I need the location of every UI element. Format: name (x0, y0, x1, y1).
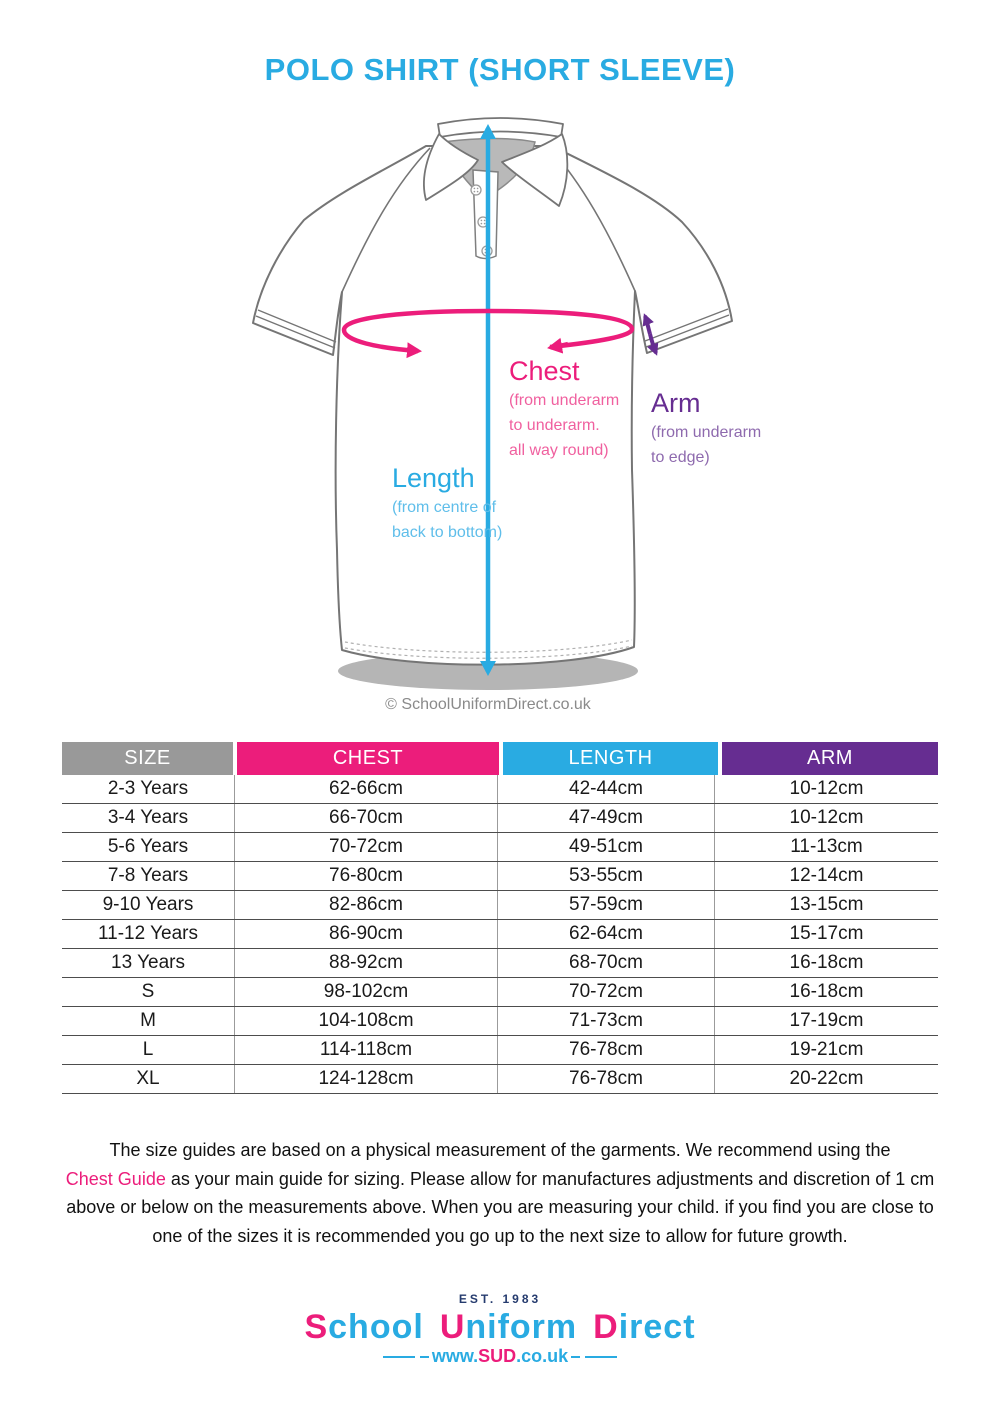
chest-label-sub: all way round) (509, 442, 609, 459)
est-1983-text: EST. 1983 (458, 1292, 542, 1306)
cell-arm: 16-18cm (789, 981, 864, 1002)
cell-size: 13 Years (62, 949, 235, 977)
table-row (62, 1036, 938, 1065)
arm-label-sub: (from underarm (651, 424, 762, 441)
rule-line (383, 1356, 415, 1358)
brand-name (0, 1309, 1000, 1345)
length-label-sub: back to bottom) (392, 524, 503, 541)
length-label-sub: (from centre of (392, 499, 497, 516)
cell-size: L (62, 1036, 235, 1064)
table-row (62, 833, 938, 862)
page-title: POLO SHIRT (SHORT SLEEVE) (264, 52, 736, 87)
rule-line (571, 1356, 580, 1358)
chest-guide-highlight: Chest Guide (65, 1168, 166, 1189)
cell-chest: 114-118cm (235, 1036, 498, 1064)
cell-chest: 88-92cm (235, 949, 498, 977)
header-arm: ARM (722, 742, 938, 775)
cell-arm: 15-17cm (789, 923, 864, 944)
table-row (62, 1065, 938, 1094)
length-label (392, 464, 502, 545)
cell-arm: 20-22cm (789, 1068, 864, 1089)
cell-length: 70-72cm (498, 978, 715, 1006)
brand-logo (0, 1292, 1000, 1367)
cell-arm: 11-13cm (790, 836, 863, 857)
cell-chest: 76-80cm (235, 862, 498, 890)
cell-chest: 86-90cm (235, 920, 498, 948)
cell-length: 49-51cm (498, 833, 715, 861)
chest-label-sub: to underarm. (509, 417, 600, 434)
cell-arm: 19-21cm (789, 1039, 864, 1060)
footnote (50, 1136, 950, 1250)
cell-length: 47-49cm (498, 804, 715, 832)
cell-size: 3-4 Years (62, 804, 235, 832)
cell-chest: 70-72cm (235, 833, 498, 861)
chest-label-title: Chest (509, 356, 580, 386)
table-row (62, 891, 938, 920)
arm-label (651, 389, 761, 470)
footnote-line (50, 1165, 950, 1194)
table-row (62, 920, 938, 949)
table-row (62, 949, 938, 978)
cell-size: 7-8 Years (62, 862, 235, 890)
cell-length: 71-73cm (498, 1007, 715, 1035)
cell-size: 5-6 Years (62, 833, 235, 861)
cell-chest: 82-86cm (235, 891, 498, 919)
cell-chest: 104-108cm (235, 1007, 498, 1035)
cell-length: 57-59cm (498, 891, 715, 919)
rule-line (585, 1356, 617, 1358)
cell-length: 42-44cm (498, 775, 715, 803)
cell-length: 62-64cm (498, 920, 715, 948)
arm-label-sub: to edge) (651, 449, 710, 466)
arm-label-title: Arm (651, 388, 701, 418)
header-length: LENGTH (503, 742, 718, 775)
cell-length: 53-55cm (498, 862, 715, 890)
cell-size: M (62, 1007, 235, 1035)
cell-size: 11-12 Years (62, 920, 235, 948)
header-size: SIZE (62, 742, 233, 775)
cell-size: 9-10 Years (62, 891, 235, 919)
table-row (62, 862, 938, 891)
footnote-line: The size guides are based on a physical measurement of the garments. We recommend using the (109, 1140, 891, 1160)
footnote-line: above or below on the measurements above. When you are measuring your child. if you find you are close to (66, 1197, 934, 1217)
length-label-title: Length (392, 463, 475, 493)
cell-length: 76-78cm (498, 1065, 715, 1093)
cell-arm: 17-19cm (789, 1010, 864, 1031)
cell-arm: 16-18cm (789, 952, 864, 973)
table-row (62, 775, 938, 804)
cell-size: XL (62, 1065, 235, 1093)
header-chest: CHEST (237, 742, 499, 775)
copyright-text: © SchoolUniformDirect.co.uk (385, 696, 591, 713)
footnote-line: one of the sizes it is recommended you go up to the next size to allow for future growth. (152, 1225, 848, 1246)
table-header-row (62, 742, 938, 775)
brand-word: Direct (593, 1308, 696, 1346)
cell-chest: 66-70cm (235, 804, 498, 832)
url-text: www.SUD.co.uk (431, 1346, 569, 1366)
cell-arm: 10-12cm (789, 778, 864, 799)
cell-size: 2-3 Years (62, 775, 235, 803)
table-row (62, 978, 938, 1007)
chest-label-sub: (from underarm (509, 392, 620, 409)
cell-chest: 62-66cm (235, 775, 498, 803)
cell-length: 76-78cm (498, 1036, 715, 1064)
cell-arm: 13-15cm (789, 894, 864, 915)
cell-arm: 10-12cm (789, 807, 864, 828)
rule-line (420, 1356, 429, 1358)
chest-label (509, 357, 619, 463)
brand-word: School (304, 1308, 424, 1346)
brand-url (0, 1346, 1000, 1367)
size-table (62, 742, 938, 1094)
table-row (62, 1007, 938, 1036)
cell-length: 68-70cm (498, 949, 715, 977)
footnote-line-rest: as your main guide for sizing. Please allow for manufactures adjustments and discretion of 1 cm (165, 1168, 935, 1189)
cell-chest: 124-128cm (235, 1065, 498, 1093)
cell-chest: 98-102cm (235, 978, 498, 1006)
cell-arm: 12-14cm (789, 865, 864, 886)
table-row (62, 804, 938, 833)
cell-size: S (62, 978, 235, 1006)
brand-word: Uniform (439, 1308, 578, 1346)
